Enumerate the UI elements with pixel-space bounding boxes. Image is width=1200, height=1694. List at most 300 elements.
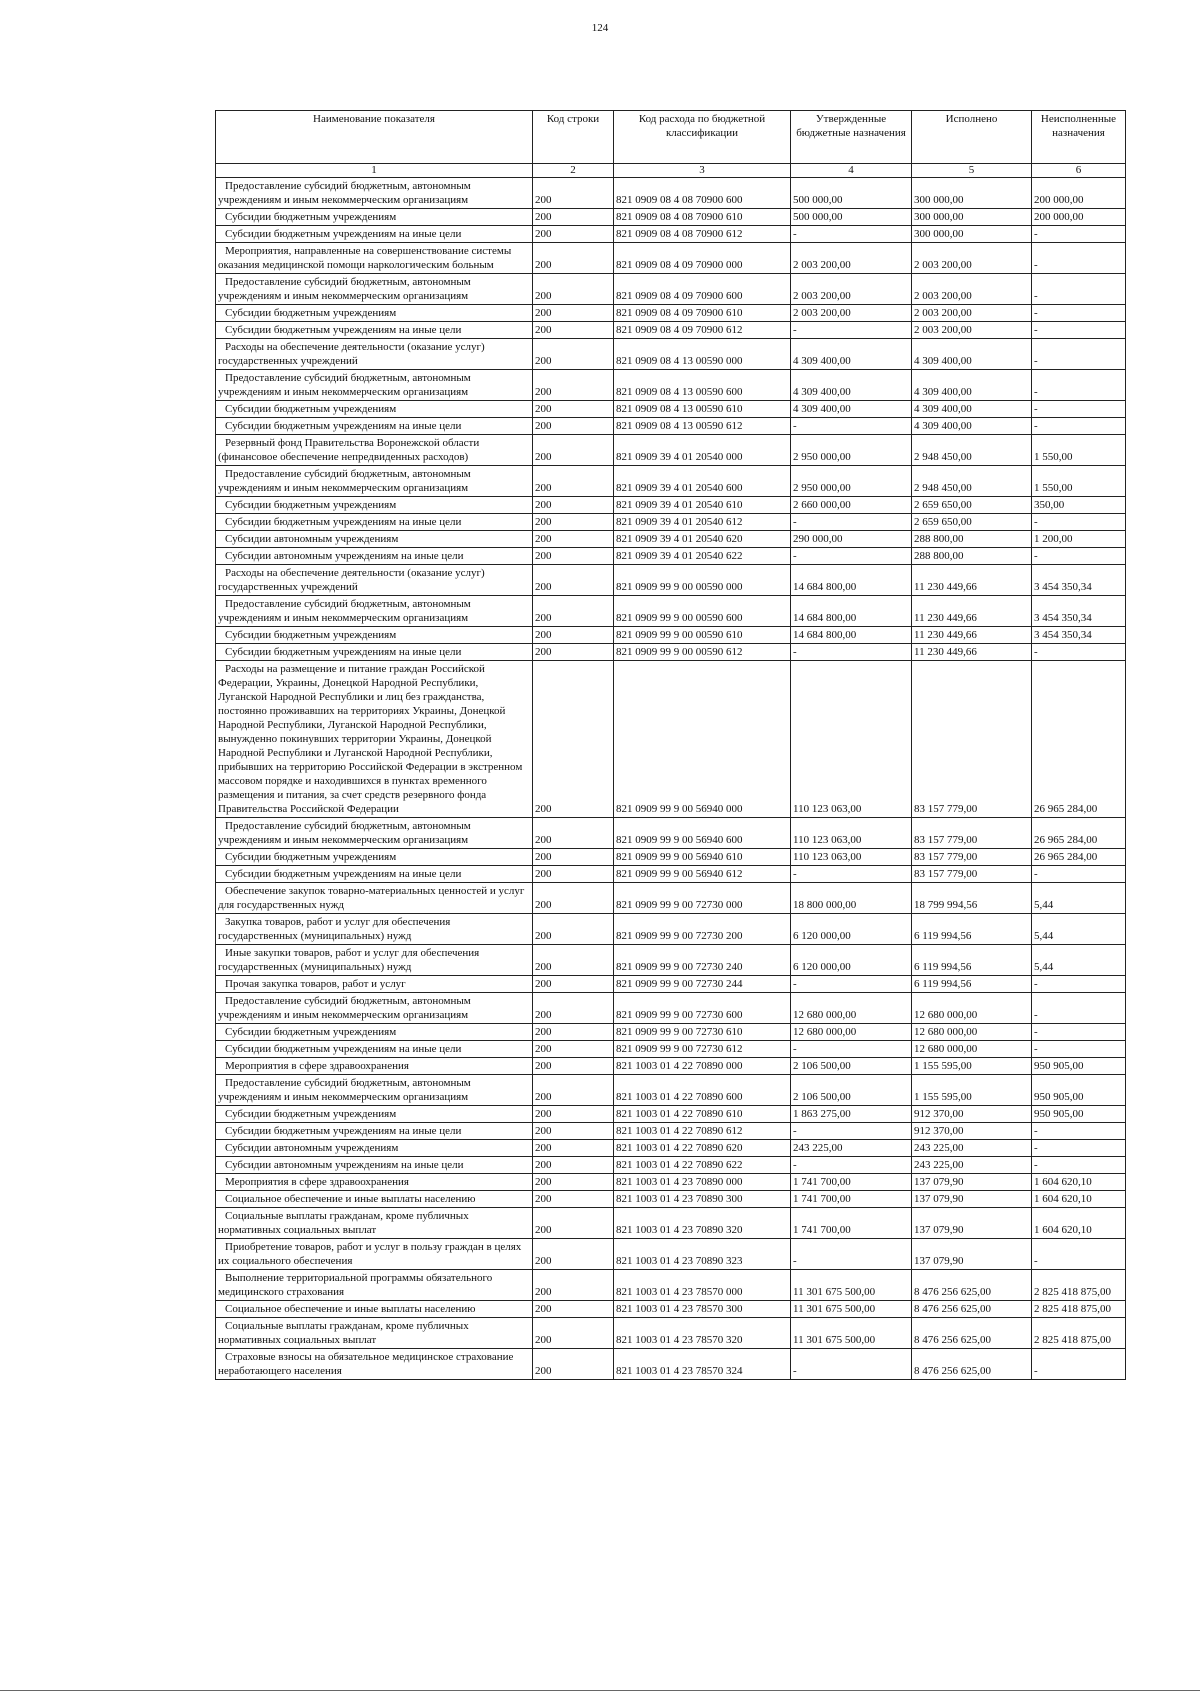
- expense-code-cell: 821 0909 99 9 00 72730 200: [614, 914, 791, 945]
- line-code-cell: 200: [533, 883, 614, 914]
- budget-report-sheet: [215, 110, 1126, 1380]
- executed-amount-cell: 8 476 256 625,00: [912, 1270, 1032, 1301]
- line-code-cell: 200: [533, 209, 614, 226]
- indicator-name-cell: Социальные выплаты гражданам, кроме публичных нормативных социальных выплат: [216, 1208, 533, 1239]
- executed-amount-cell: 2 948 450,00: [912, 435, 1032, 466]
- table-row: [216, 322, 1126, 339]
- column-number: 2: [533, 164, 614, 178]
- approved-amount-cell: 14 684 800,00: [791, 627, 912, 644]
- table-row: [216, 243, 1126, 274]
- indicator-name-cell: Субсидии бюджетным учреждениям на иные цели: [216, 644, 533, 661]
- column-number: 1: [216, 164, 533, 178]
- line-code-cell: 200: [533, 1058, 614, 1075]
- approved-amount-cell: -: [791, 1157, 912, 1174]
- expense-code-cell: 821 0909 39 4 01 20540 622: [614, 548, 791, 565]
- unexecuted-amount-cell: 1 200,00: [1032, 531, 1126, 548]
- table-row: [216, 1041, 1126, 1058]
- indicator-name-cell: Субсидии автономным учреждениям на иные цели: [216, 1157, 533, 1174]
- executed-amount-cell: 1 155 595,00: [912, 1058, 1032, 1075]
- indicator-name-cell: Субсидии бюджетным учреждениям на иные цели: [216, 1123, 533, 1140]
- executed-amount-cell: 243 225,00: [912, 1140, 1032, 1157]
- approved-amount-cell: 500 000,00: [791, 178, 912, 209]
- approved-amount-cell: 2 950 000,00: [791, 466, 912, 497]
- approved-amount-cell: 243 225,00: [791, 1140, 912, 1157]
- unexecuted-amount-cell: -: [1032, 1157, 1126, 1174]
- line-code-cell: 200: [533, 596, 614, 627]
- table-row: [216, 1239, 1126, 1270]
- unexecuted-amount-cell: 26 965 284,00: [1032, 849, 1126, 866]
- executed-amount-cell: 137 079,90: [912, 1239, 1032, 1270]
- executed-amount-cell: 6 119 994,56: [912, 976, 1032, 993]
- approved-amount-cell: -: [791, 1041, 912, 1058]
- line-code-cell: 200: [533, 466, 614, 497]
- executed-amount-cell: 2 003 200,00: [912, 274, 1032, 305]
- indicator-name-cell: Предоставление субсидий бюджетным, автономным учреждениям и иным некоммерческим организациям: [216, 466, 533, 497]
- line-code-cell: 200: [533, 661, 614, 818]
- executed-amount-cell: 12 680 000,00: [912, 993, 1032, 1024]
- executed-amount-cell: 4 309 400,00: [912, 339, 1032, 370]
- expense-code-cell: 821 1003 01 4 22 70890 612: [614, 1123, 791, 1140]
- line-code-cell: 200: [533, 322, 614, 339]
- executed-amount-cell: 12 680 000,00: [912, 1041, 1032, 1058]
- approved-amount-cell: 2 106 500,00: [791, 1075, 912, 1106]
- table-row: [216, 565, 1126, 596]
- executed-amount-cell: 83 157 779,00: [912, 849, 1032, 866]
- indicator-name-cell: Предоставление субсидий бюджетным, автономным учреждениям и иным некоммерческим организациям: [216, 993, 533, 1024]
- table-row: [216, 1174, 1126, 1191]
- column-number: 5: [912, 164, 1032, 178]
- executed-amount-cell: 11 230 449,66: [912, 644, 1032, 661]
- unexecuted-amount-cell: 200 000,00: [1032, 209, 1126, 226]
- approved-amount-cell: -: [791, 1239, 912, 1270]
- line-code-cell: 200: [533, 1208, 614, 1239]
- expense-code-cell: 821 0909 99 9 00 00590 612: [614, 644, 791, 661]
- unexecuted-amount-cell: 3 454 350,34: [1032, 627, 1126, 644]
- executed-amount-cell: 300 000,00: [912, 226, 1032, 243]
- unexecuted-amount-cell: 1 604 620,10: [1032, 1208, 1126, 1239]
- indicator-name-cell: Расходы на размещение и питание граждан Российской Федерации, Украины, Донецкой Народной Республики, Луганской Народной Республики и лиц без гражданства, постоянно проживавших на территориях Украины, Донецкой Народной Республики, Луганской Народной Республики, вынужденно покинувших территории Украины, Донецкой Народной Республики и Луганской Народной Республики, прибывших на территорию Российской Федерации в экстренном массовом порядке и находившихся в пунктах временного размещения и питания, за счет средств резервного фонда Правительства Российской Федерации: [216, 661, 533, 818]
- table-row: [216, 1157, 1126, 1174]
- table-row: [216, 644, 1126, 661]
- table-row: [216, 883, 1126, 914]
- approved-amount-cell: 12 680 000,00: [791, 1024, 912, 1041]
- indicator-name-cell: Субсидии бюджетным учреждениям: [216, 497, 533, 514]
- expense-code-cell: 821 1003 01 4 22 70890 622: [614, 1157, 791, 1174]
- executed-amount-cell: 2 948 450,00: [912, 466, 1032, 497]
- table-row: [216, 370, 1126, 401]
- expense-code-cell: 821 0909 08 4 08 70900 600: [614, 178, 791, 209]
- line-code-cell: 200: [533, 565, 614, 596]
- table-row: [216, 849, 1126, 866]
- unexecuted-amount-cell: 200 000,00: [1032, 178, 1126, 209]
- indicator-name-cell: Расходы на обеспечение деятельности (оказание услуг) государственных учреждений: [216, 565, 533, 596]
- unexecuted-amount-cell: 26 965 284,00: [1032, 818, 1126, 849]
- indicator-name-cell: Субсидии бюджетным учреждениям: [216, 401, 533, 418]
- expense-code-cell: 821 0909 99 9 00 00590 000: [614, 565, 791, 596]
- table-row: [216, 976, 1126, 993]
- table-row: [216, 945, 1126, 976]
- expense-code-cell: 821 1003 01 4 23 70890 320: [614, 1208, 791, 1239]
- table-row: [216, 548, 1126, 565]
- unexecuted-amount-cell: 1 550,00: [1032, 466, 1126, 497]
- indicator-name-cell: Субсидии бюджетным учреждениям на иные цели: [216, 514, 533, 531]
- table-row: [216, 818, 1126, 849]
- table-row: [216, 531, 1126, 548]
- approved-amount-cell: 2 003 200,00: [791, 274, 912, 305]
- approved-amount-cell: 11 301 675 500,00: [791, 1301, 912, 1318]
- approved-amount-cell: 2 003 200,00: [791, 243, 912, 274]
- expense-code-cell: 821 1003 01 4 23 70890 300: [614, 1191, 791, 1208]
- approved-amount-cell: -: [791, 1349, 912, 1380]
- expense-code-cell: 821 1003 01 4 22 70890 610: [614, 1106, 791, 1123]
- line-code-cell: 200: [533, 1174, 614, 1191]
- budget-execution-table: [215, 110, 1126, 1380]
- expense-code-cell: 821 0909 39 4 01 20540 610: [614, 497, 791, 514]
- line-code-cell: 200: [533, 1140, 614, 1157]
- expense-code-cell: 821 1003 01 4 23 70890 000: [614, 1174, 791, 1191]
- line-code-cell: 200: [533, 339, 614, 370]
- table-row: [216, 466, 1126, 497]
- line-code-cell: 200: [533, 1318, 614, 1349]
- executed-amount-cell: 2 003 200,00: [912, 322, 1032, 339]
- unexecuted-amount-cell: -: [1032, 1140, 1126, 1157]
- expense-code-cell: 821 1003 01 4 23 78570 324: [614, 1349, 791, 1380]
- approved-amount-cell: 4 309 400,00: [791, 370, 912, 401]
- approved-amount-cell: 1 741 700,00: [791, 1174, 912, 1191]
- unexecuted-amount-cell: 3 454 350,34: [1032, 596, 1126, 627]
- expense-code-cell: 821 1003 01 4 22 70890 600: [614, 1075, 791, 1106]
- indicator-name-cell: Обеспечение закупок товарно-материальных ценностей и услуг для государственных нужд: [216, 883, 533, 914]
- indicator-name-cell: Предоставление субсидий бюджетным, автономным учреждениям и иным некоммерческим организациям: [216, 274, 533, 305]
- line-code-cell: 200: [533, 1157, 614, 1174]
- header-expense-code: Код расхода по бюджетной классификации: [614, 111, 791, 164]
- table-row: [216, 627, 1126, 644]
- line-code-cell: 200: [533, 1041, 614, 1058]
- header-row: [216, 111, 1126, 164]
- unexecuted-amount-cell: -: [1032, 1123, 1126, 1140]
- unexecuted-amount-cell: -: [1032, 274, 1126, 305]
- expense-code-cell: 821 0909 99 9 00 72730 244: [614, 976, 791, 993]
- indicator-name-cell: Субсидии бюджетным учреждениям: [216, 209, 533, 226]
- indicator-name-cell: Субсидии бюджетным учреждениям: [216, 849, 533, 866]
- line-code-cell: 200: [533, 849, 614, 866]
- approved-amount-cell: -: [791, 976, 912, 993]
- line-code-cell: 200: [533, 418, 614, 435]
- approved-amount-cell: 1 741 700,00: [791, 1191, 912, 1208]
- line-code-cell: 200: [533, 914, 614, 945]
- executed-amount-cell: 6 119 994,56: [912, 914, 1032, 945]
- expense-code-cell: 821 1003 01 4 22 70890 000: [614, 1058, 791, 1075]
- approved-amount-cell: -: [791, 226, 912, 243]
- table-row: [216, 178, 1126, 209]
- expense-code-cell: 821 0909 08 4 09 70900 612: [614, 322, 791, 339]
- unexecuted-amount-cell: 2 825 418 875,00: [1032, 1318, 1126, 1349]
- table-row: [216, 1106, 1126, 1123]
- executed-amount-cell: 83 157 779,00: [912, 818, 1032, 849]
- unexecuted-amount-cell: 2 825 418 875,00: [1032, 1270, 1126, 1301]
- indicator-name-cell: Предоставление субсидий бюджетным, автономным учреждениям и иным некоммерческим организациям: [216, 1075, 533, 1106]
- executed-amount-cell: 137 079,90: [912, 1174, 1032, 1191]
- approved-amount-cell: -: [791, 418, 912, 435]
- table-row: [216, 1270, 1126, 1301]
- expense-code-cell: 821 0909 99 9 00 72730 600: [614, 993, 791, 1024]
- unexecuted-amount-cell: 2 825 418 875,00: [1032, 1301, 1126, 1318]
- indicator-name-cell: Прочая закупка товаров, работ и услуг: [216, 976, 533, 993]
- approved-amount-cell: 14 684 800,00: [791, 565, 912, 596]
- indicator-name-cell: Субсидии бюджетным учреждениям на иные цели: [216, 418, 533, 435]
- indicator-name-cell: Предоставление субсидий бюджетным, автономным учреждениям и иным некоммерческим организациям: [216, 370, 533, 401]
- executed-amount-cell: 4 309 400,00: [912, 370, 1032, 401]
- unexecuted-amount-cell: -: [1032, 401, 1126, 418]
- indicator-name-cell: Мероприятия, направленные на совершенствование системы оказания медицинской помощи наркологическим больным: [216, 243, 533, 274]
- table-row: [216, 514, 1126, 531]
- table-row: [216, 1075, 1126, 1106]
- line-code-cell: 200: [533, 305, 614, 322]
- unexecuted-amount-cell: -: [1032, 305, 1126, 322]
- expense-code-cell: 821 0909 99 9 00 72730 610: [614, 1024, 791, 1041]
- expense-code-cell: 821 0909 08 4 13 00590 612: [614, 418, 791, 435]
- expense-code-cell: 821 0909 08 4 09 70900 600: [614, 274, 791, 305]
- approved-amount-cell: 2 660 000,00: [791, 497, 912, 514]
- approved-amount-cell: 14 684 800,00: [791, 596, 912, 627]
- executed-amount-cell: 137 079,90: [912, 1208, 1032, 1239]
- expense-code-cell: 821 1003 01 4 23 78570 320: [614, 1318, 791, 1349]
- executed-amount-cell: 8 476 256 625,00: [912, 1349, 1032, 1380]
- line-code-cell: 200: [533, 1024, 614, 1041]
- table-row: [216, 418, 1126, 435]
- line-code-cell: 200: [533, 866, 614, 883]
- indicator-name-cell: Предоставление субсидий бюджетным, автономным учреждениям и иным некоммерческим организациям: [216, 178, 533, 209]
- unexecuted-amount-cell: -: [1032, 976, 1126, 993]
- approved-amount-cell: -: [791, 548, 912, 565]
- unexecuted-amount-cell: 1 604 620,10: [1032, 1174, 1126, 1191]
- line-code-cell: 200: [533, 1270, 614, 1301]
- executed-amount-cell: 2 659 650,00: [912, 497, 1032, 514]
- table-row: [216, 401, 1126, 418]
- line-code-cell: 200: [533, 243, 614, 274]
- expense-code-cell: 821 0909 08 4 09 70900 610: [614, 305, 791, 322]
- table-row: [216, 866, 1126, 883]
- expense-code-cell: 821 1003 01 4 23 78570 300: [614, 1301, 791, 1318]
- executed-amount-cell: 288 800,00: [912, 548, 1032, 565]
- executed-amount-cell: 2 659 650,00: [912, 514, 1032, 531]
- approved-amount-cell: -: [791, 514, 912, 531]
- unexecuted-amount-cell: -: [1032, 243, 1126, 274]
- unexecuted-amount-cell: -: [1032, 1239, 1126, 1270]
- unexecuted-amount-cell: 1 604 620,10: [1032, 1191, 1126, 1208]
- expense-code-cell: 821 0909 08 4 08 70900 610: [614, 209, 791, 226]
- expense-code-cell: 821 0909 99 9 00 00590 610: [614, 627, 791, 644]
- line-code-cell: 200: [533, 370, 614, 401]
- line-code-cell: 200: [533, 1349, 614, 1380]
- table-row: [216, 209, 1126, 226]
- indicator-name-cell: Резервный фонд Правительства Воронежской области (финансовое обеспечение непредвиденных расходов): [216, 435, 533, 466]
- expense-code-cell: 821 0909 99 9 00 72730 000: [614, 883, 791, 914]
- line-code-cell: 200: [533, 1239, 614, 1270]
- expense-code-cell: 821 0909 39 4 01 20540 620: [614, 531, 791, 548]
- line-code-cell: 200: [533, 548, 614, 565]
- table-row: [216, 226, 1126, 243]
- approved-amount-cell: 290 000,00: [791, 531, 912, 548]
- header-executed: Исполнено: [912, 111, 1032, 164]
- expense-code-cell: 821 0909 39 4 01 20540 600: [614, 466, 791, 497]
- line-code-cell: 200: [533, 644, 614, 661]
- executed-amount-cell: 83 157 779,00: [912, 661, 1032, 818]
- indicator-name-cell: Мероприятия в сфере здравоохранения: [216, 1058, 533, 1075]
- expense-code-cell: 821 0909 99 9 00 00590 600: [614, 596, 791, 627]
- line-code-cell: 200: [533, 435, 614, 466]
- unexecuted-amount-cell: 26 965 284,00: [1032, 661, 1126, 818]
- indicator-name-cell: Расходы на обеспечение деятельности (оказание услуг) государственных учреждений: [216, 339, 533, 370]
- unexecuted-amount-cell: 950 905,00: [1032, 1106, 1126, 1123]
- indicator-name-cell: Мероприятия в сфере здравоохранения: [216, 1174, 533, 1191]
- table-row: [216, 1208, 1126, 1239]
- approved-amount-cell: 110 123 063,00: [791, 661, 912, 818]
- table-row: [216, 497, 1126, 514]
- indicator-name-cell: Субсидии бюджетным учреждениям: [216, 305, 533, 322]
- line-code-cell: 200: [533, 1301, 614, 1318]
- table-row: [216, 339, 1126, 370]
- expense-code-cell: 821 0909 99 9 00 56940 610: [614, 849, 791, 866]
- executed-amount-cell: 2 003 200,00: [912, 305, 1032, 322]
- table-row: [216, 914, 1126, 945]
- executed-amount-cell: 243 225,00: [912, 1157, 1032, 1174]
- indicator-name-cell: Иные закупки товаров, работ и услуг для обеспечения государственных (муниципальных) нужд: [216, 945, 533, 976]
- approved-amount-cell: 2 950 000,00: [791, 435, 912, 466]
- unexecuted-amount-cell: -: [1032, 226, 1126, 243]
- line-code-cell: 200: [533, 514, 614, 531]
- table-row: [216, 274, 1126, 305]
- approved-amount-cell: 4 309 400,00: [791, 401, 912, 418]
- table-row: [216, 435, 1126, 466]
- unexecuted-amount-cell: -: [1032, 1349, 1126, 1380]
- approved-amount-cell: 12 680 000,00: [791, 993, 912, 1024]
- indicator-name-cell: Субсидии бюджетным учреждениям на иные цели: [216, 226, 533, 243]
- executed-amount-cell: 18 799 994,56: [912, 883, 1032, 914]
- unexecuted-amount-cell: 3 454 350,34: [1032, 565, 1126, 596]
- table-row: [216, 661, 1126, 818]
- indicator-name-cell: Предоставление субсидий бюджетным, автономным учреждениям и иным некоммерческим организациям: [216, 818, 533, 849]
- indicator-name-cell: Закупка товаров, работ и услуг для обеспечения государственных (муниципальных) нужд: [216, 914, 533, 945]
- expense-code-cell: 821 0909 99 9 00 56940 600: [614, 818, 791, 849]
- executed-amount-cell: 6 119 994,56: [912, 945, 1032, 976]
- executed-amount-cell: 12 680 000,00: [912, 1024, 1032, 1041]
- approved-amount-cell: -: [791, 644, 912, 661]
- page-number: 124: [591, 22, 609, 34]
- line-code-cell: 200: [533, 1191, 614, 1208]
- unexecuted-amount-cell: 5,44: [1032, 914, 1126, 945]
- line-code-cell: 200: [533, 1123, 614, 1140]
- approved-amount-cell: 4 309 400,00: [791, 339, 912, 370]
- unexecuted-amount-cell: -: [1032, 644, 1126, 661]
- expense-code-cell: 821 0909 08 4 08 70900 612: [614, 226, 791, 243]
- approved-amount-cell: 110 123 063,00: [791, 818, 912, 849]
- expense-code-cell: 821 0909 08 4 13 00590 000: [614, 339, 791, 370]
- unexecuted-amount-cell: 1 550,00: [1032, 435, 1126, 466]
- expense-code-cell: 821 0909 99 9 00 72730 612: [614, 1041, 791, 1058]
- table-row: [216, 1318, 1126, 1349]
- line-code-cell: 200: [533, 531, 614, 548]
- expense-code-cell: 821 0909 08 4 13 00590 610: [614, 401, 791, 418]
- line-code-cell: 200: [533, 401, 614, 418]
- line-code-cell: 200: [533, 274, 614, 305]
- column-number: 3: [614, 164, 791, 178]
- unexecuted-amount-cell: -: [1032, 1024, 1126, 1041]
- approved-amount-cell: 2 106 500,00: [791, 1058, 912, 1075]
- line-code-cell: 200: [533, 1106, 614, 1123]
- approved-amount-cell: 18 800 000,00: [791, 883, 912, 914]
- column-number: 4: [791, 164, 912, 178]
- executed-amount-cell: 137 079,90: [912, 1191, 1032, 1208]
- unexecuted-amount-cell: -: [1032, 418, 1126, 435]
- executed-amount-cell: 2 003 200,00: [912, 243, 1032, 274]
- approved-amount-cell: 1 863 275,00: [791, 1106, 912, 1123]
- unexecuted-amount-cell: -: [1032, 1041, 1126, 1058]
- approved-amount-cell: -: [791, 1123, 912, 1140]
- approved-amount-cell: 11 301 675 500,00: [791, 1318, 912, 1349]
- expense-code-cell: 821 1003 01 4 22 70890 620: [614, 1140, 791, 1157]
- line-code-cell: 200: [533, 1075, 614, 1106]
- indicator-name-cell: Субсидии бюджетным учреждениям на иные цели: [216, 866, 533, 883]
- executed-amount-cell: 300 000,00: [912, 178, 1032, 209]
- table-row: [216, 1058, 1126, 1075]
- approved-amount-cell: 110 123 063,00: [791, 849, 912, 866]
- header-indicator-name: Наименование показателя: [216, 111, 533, 164]
- approved-amount-cell: 6 120 000,00: [791, 945, 912, 976]
- table-row: [216, 993, 1126, 1024]
- line-code-cell: 200: [533, 178, 614, 209]
- expense-code-cell: 821 1003 01 4 23 78570 000: [614, 1270, 791, 1301]
- indicator-name-cell: Субсидии бюджетным учреждениям: [216, 627, 533, 644]
- table-row: [216, 1140, 1126, 1157]
- executed-amount-cell: 912 370,00: [912, 1106, 1032, 1123]
- unexecuted-amount-cell: -: [1032, 866, 1126, 883]
- line-code-cell: 200: [533, 627, 614, 644]
- indicator-name-cell: Приобретение товаров, работ и услуг в пользу граждан в целях их социального обеспечения: [216, 1239, 533, 1270]
- header-line-code: Код строки: [533, 111, 614, 164]
- table-row: [216, 305, 1126, 322]
- indicator-name-cell: Субсидии бюджетным учреждениям: [216, 1106, 533, 1123]
- line-code-cell: 200: [533, 945, 614, 976]
- unexecuted-amount-cell: -: [1032, 514, 1126, 531]
- indicator-name-cell: Страховые взносы на обязательное медицинское страхование неработающего населения: [216, 1349, 533, 1380]
- header-approved: Утвержденные бюджетные назначения: [791, 111, 912, 164]
- table-row: [216, 1301, 1126, 1318]
- table-row: [216, 1123, 1126, 1140]
- indicator-name-cell: Субсидии бюджетным учреждениям: [216, 1024, 533, 1041]
- approved-amount-cell: -: [791, 322, 912, 339]
- expense-code-cell: 821 1003 01 4 23 70890 323: [614, 1239, 791, 1270]
- indicator-name-cell: Социальные выплаты гражданам, кроме публичных нормативных социальных выплат: [216, 1318, 533, 1349]
- executed-amount-cell: 8 476 256 625,00: [912, 1318, 1032, 1349]
- scan-bottom-edge: [0, 1690, 1200, 1691]
- line-code-cell: 200: [533, 226, 614, 243]
- table-row: [216, 1349, 1126, 1380]
- unexecuted-amount-cell: 350,00: [1032, 497, 1126, 514]
- unexecuted-amount-cell: 950 905,00: [1032, 1075, 1126, 1106]
- table-row: [216, 1191, 1126, 1208]
- indicator-name-cell: Субсидии бюджетным учреждениям на иные цели: [216, 1041, 533, 1058]
- executed-amount-cell: 288 800,00: [912, 531, 1032, 548]
- line-code-cell: 200: [533, 976, 614, 993]
- table-row: [216, 1024, 1126, 1041]
- unexecuted-amount-cell: 5,44: [1032, 883, 1126, 914]
- unexecuted-amount-cell: -: [1032, 339, 1126, 370]
- line-code-cell: 200: [533, 497, 614, 514]
- expense-code-cell: 821 0909 08 4 09 70900 000: [614, 243, 791, 274]
- executed-amount-cell: 1 155 595,00: [912, 1075, 1032, 1106]
- indicator-name-cell: Субсидии автономным учреждениям на иные цели: [216, 548, 533, 565]
